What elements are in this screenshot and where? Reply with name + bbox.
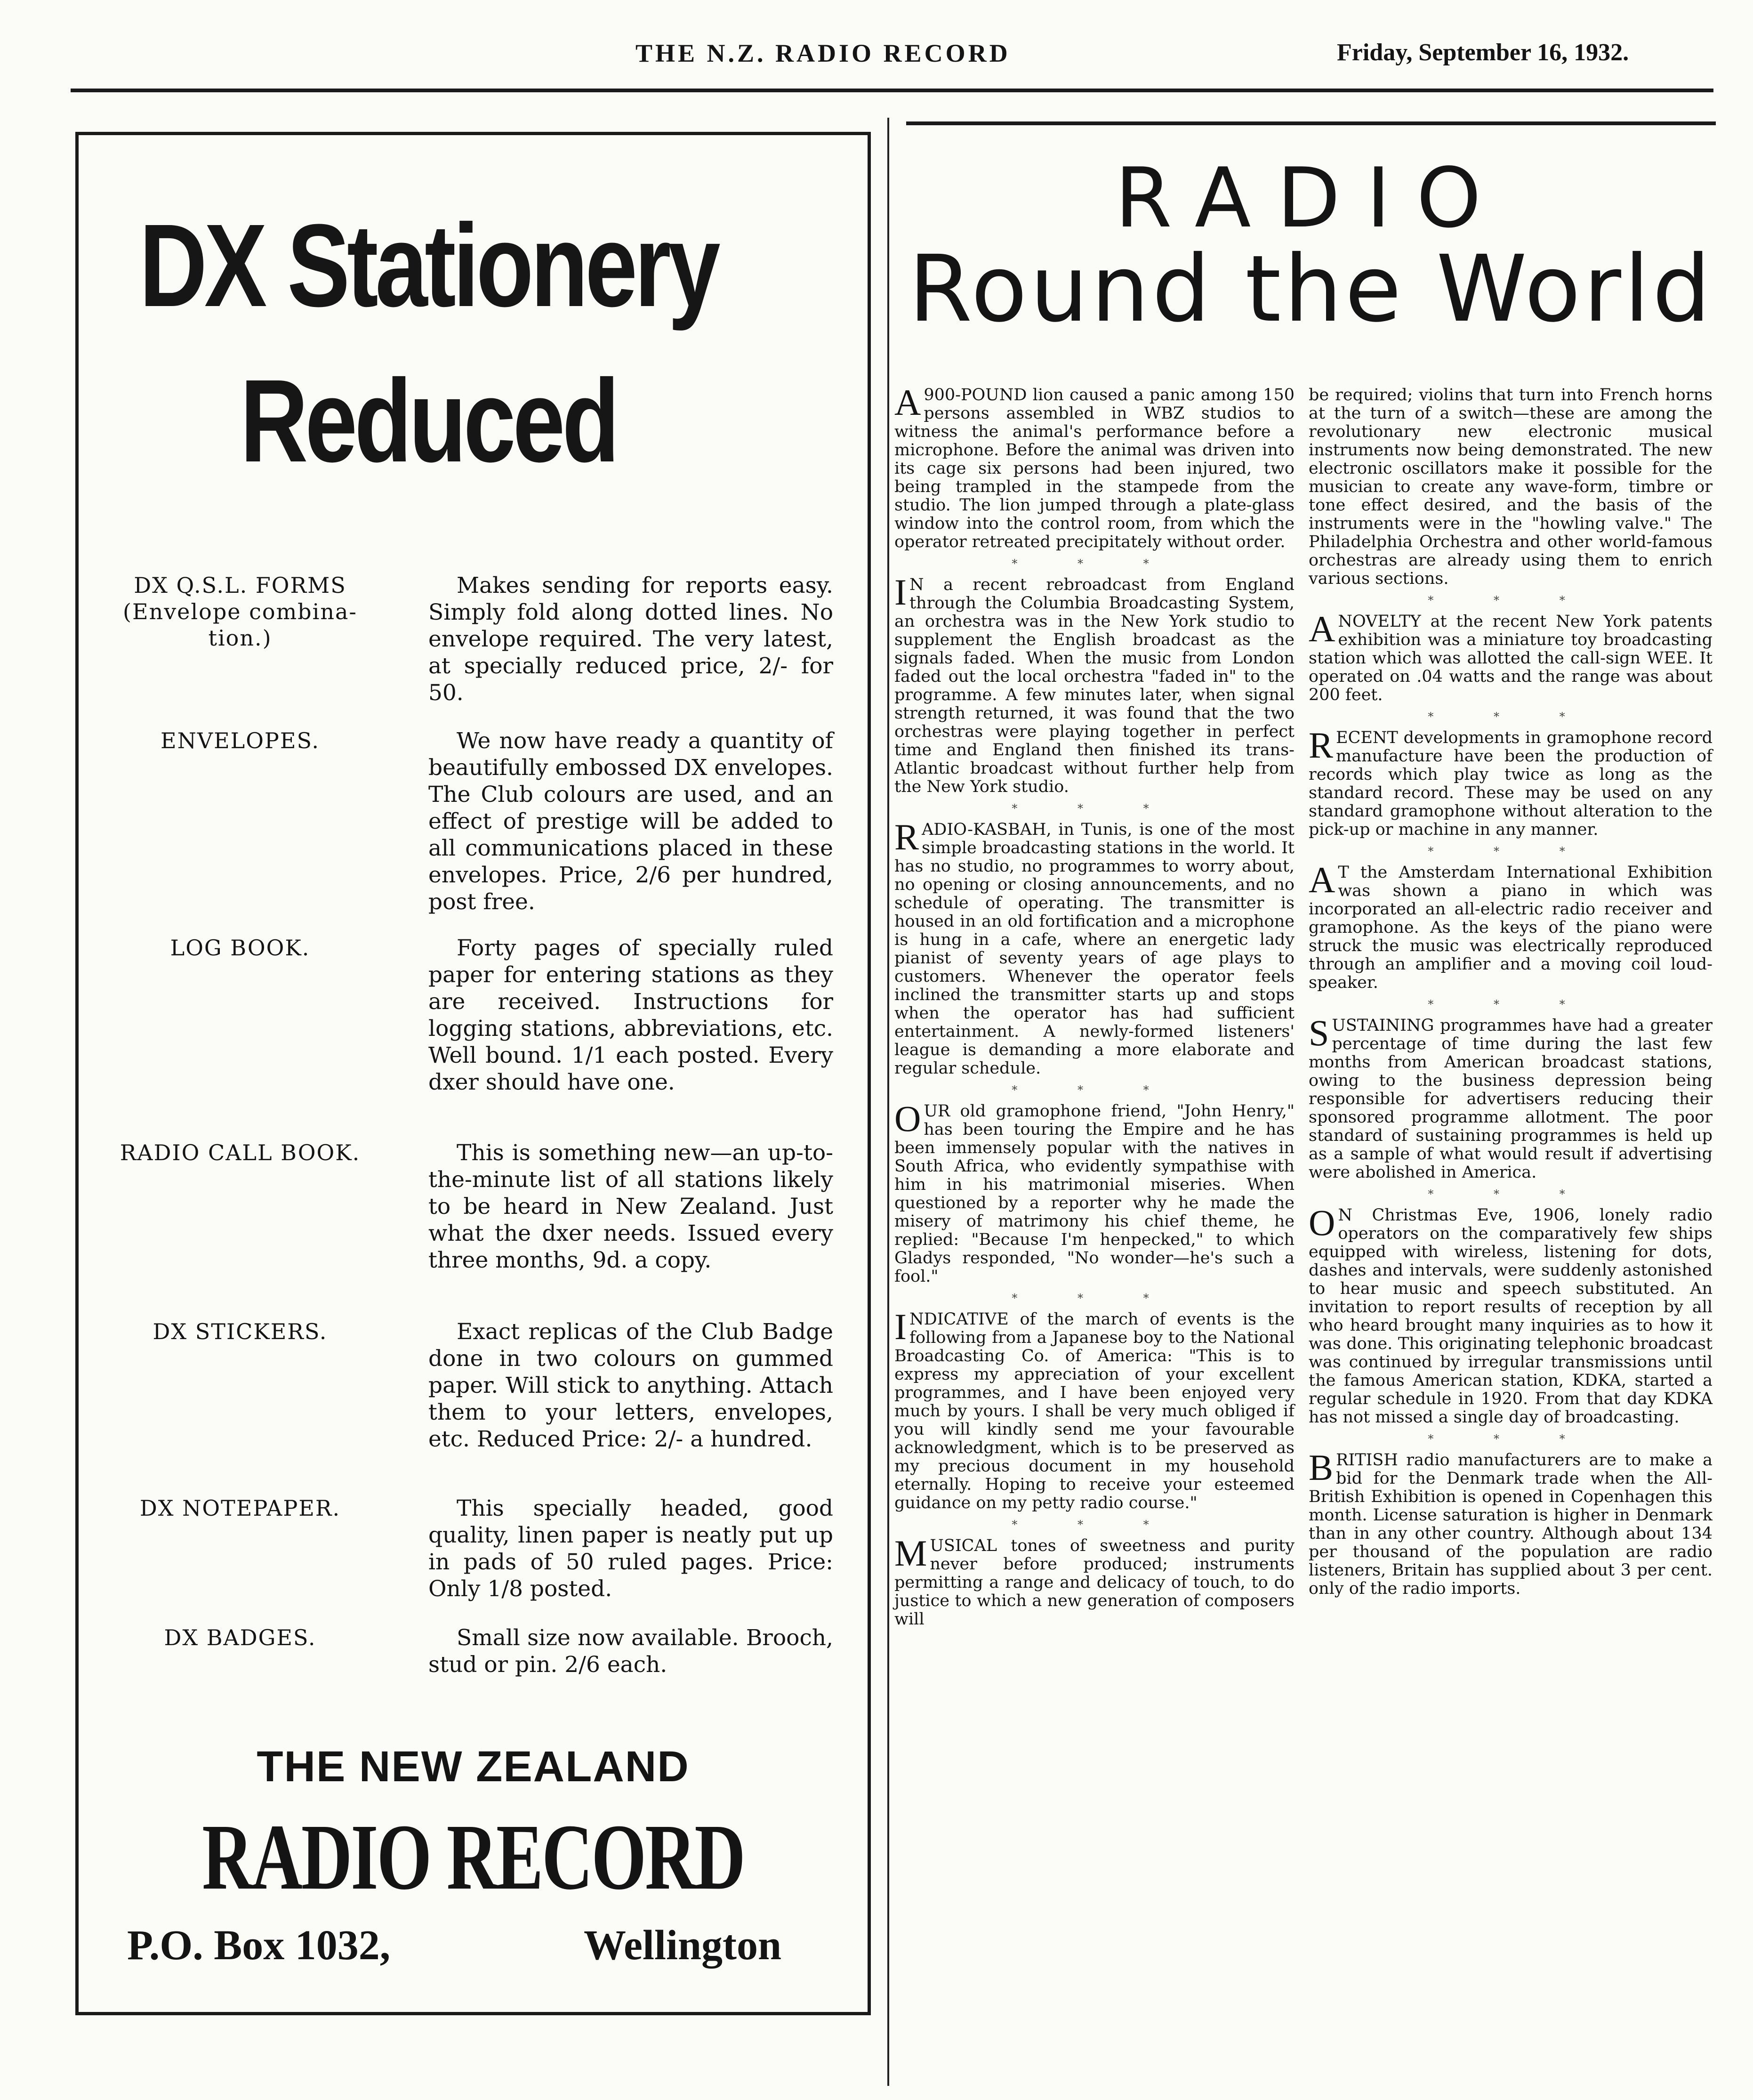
ad-item-label: DX Q.S.L. FORMS (Envelope combina-tion.) <box>123 573 357 651</box>
ad-title-line1: DX Stationery <box>139 200 718 331</box>
publication-header-title: THE N.Z. RADIO RECORD <box>635 39 1011 67</box>
ad-item-text: This is something new—an up-to-the-minute list of all stations likely to be heard in New Zealand. Just what the dxer needs. Issued every three months, 9d. a copy. <box>428 1140 833 1273</box>
section-separator: * * * <box>1012 557 1177 570</box>
paragraph-text: NOVELTY at the recent New York patents exhibition was a miniature toy broadcasting station which was allotted the call-sign WEE. It operated on .04 watts and the range was about 200 feet. <box>1309 612 1713 704</box>
article-right-column <box>1309 386 1713 1598</box>
paragraph-text: N a recent rebroadcast from England through the Columbia Broadcasting System, an orchestra was in the New York studio to supplement the English broadcast as the signals faded. When the music from London faded out the local orchestra "faded in" to the programme. A few minutes later, when signal strength returned, it was found that the two orchestras were playing together in perfect time and England then finished its trans-Atlantic broadcast without further help from the New York studio. <box>894 575 1295 796</box>
article-title-line1: RADIO <box>1115 151 1507 246</box>
paragraph-text: USICAL tones of sweetness and purity never before produced; instruments permitting a range and delicacy of touch, to do justice to which a new generation of composers will <box>894 1536 1295 1629</box>
paragraph-text: be required; violins that turn into French horns at the turn of a switch—these are among the revolutionary new electronic musical instruments now being demonstrated. The new electronic oscillators make it possible for the musician to create any wave-form, timbre or tone effect desired, and the basis of the instruments were in the "howling valve." The Philadelphia Orchestra and other world-famous orchestras are already using them to enrich various sections. <box>1309 386 1713 588</box>
section-separator: * * * <box>1428 1187 1593 1201</box>
article-top-rule <box>906 121 1716 125</box>
drop-cap: S <box>1309 1012 1329 1053</box>
section-separator: * * * <box>1428 998 1593 1011</box>
drop-cap: A <box>1309 859 1335 900</box>
article-paragraph <box>1309 1012 1713 1182</box>
article-paragraph <box>894 572 1295 796</box>
section-separator: * * * <box>1012 1292 1177 1305</box>
drop-cap: I <box>894 572 907 613</box>
ad-title-line2: Reduced <box>240 355 617 486</box>
drop-cap: O <box>894 1098 921 1139</box>
paragraph-text: RITISH radio manufacturers are to make a bid for the Denmark trade when the All-British Exhibition is opened in Copenhagen this month. License saturation is higher in Denmark than in any other country. Although about 134 per thousand of the population are radio listeners, Britain has supplied about 3 per cent. only of the radio imports. <box>1309 1451 1713 1598</box>
section-separator: * * * <box>1428 1432 1593 1446</box>
ad-item-text: This specially headed, good quality, linen paper is neatly put up in pads of 50 ruled pages. Price: Only 1/8 posted. <box>428 1495 833 1602</box>
ad-item-text: Exact replicas of the Club Badge done in two colours on gummed paper. Will stick to anything. Attach them to your letters, envelopes, etc. Reduced Price: 2/- a hundred. <box>428 1319 833 1452</box>
header-rule <box>71 89 1713 92</box>
ad-item-label: ENVELOPES. <box>161 728 320 753</box>
drop-cap: R <box>894 816 919 857</box>
article-paragraph <box>1309 859 1713 992</box>
issue-date: Friday, September 16, 1932. <box>1337 39 1629 66</box>
article-paragraph <box>1309 1447 1713 1598</box>
ad-address: P.O. Box 1032, <box>127 1922 391 1969</box>
section-separator: * * * <box>1428 845 1593 858</box>
paragraph-text: T the Amsterdam International Exhibition was shown a piano in which was incorporated an all-electric radio receiver and gramophone. As the keys of the piano were struck the music was electrically reproduced through an amplifier and a moving coil loud-speaker. <box>1309 863 1713 992</box>
article-paragraph <box>1309 608 1713 704</box>
ad-item-label: DX NOTEPAPER. <box>139 1495 341 1521</box>
article-paragraph <box>894 1098 1295 1286</box>
ad-item-text: Small size now available. Brooch, stud or pin. 2/6 each. <box>428 1625 833 1678</box>
drop-cap: A <box>1309 608 1335 649</box>
article-paragraph <box>1309 725 1713 839</box>
column-divider <box>887 118 889 2086</box>
section-separator: * * * <box>1012 1083 1177 1097</box>
article-paragraph <box>894 382 1295 551</box>
drop-cap: B <box>1309 1447 1334 1488</box>
ad-city: Wellington <box>584 1922 782 1969</box>
article-title-line2: Round the World <box>909 235 1713 342</box>
paragraph-text: UR old gramophone friend, "John Henry," has been touring the Empire and he has been immensely popular with the natives in South Africa, who evidently sympathise with him in his matrimonial miseries. When questioned by a reporter why he made the misery of matrimony his chief theme, he replied: "Because I'm henpecked," to which Gladys responded, "No wonder—he's such a fool." <box>894 1102 1295 1286</box>
ad-item-text: Forty pages of specially ruled paper for entering stations as they are received. Instructions for logging stations, abbreviations, etc. Well bound. 1/1 each posted. Every dxer should have one. <box>428 935 833 1095</box>
article-paragraph <box>894 1306 1295 1512</box>
article-paragraph <box>1309 386 1713 588</box>
ad-publication-name: RADIO RECORD <box>202 1805 744 1909</box>
article-paragraph <box>894 816 1295 1078</box>
drop-cap: M <box>894 1533 927 1574</box>
paragraph-text: N Christmas Eve, 1906, lonely radio operators on the comparatively few ships equipped with wireless, listening for dots, dashes and intervals, were suddenly astonished to hear music and speech substituted. An invitation to report results of reception by all who heard brought many inquiries as to how it was done. This originating telephonic broadcast was continued by irregular transmissions until the famous American station, KDKA, started a regular schedule in 1920. From that day KDKA has not missed a single day of broadcasting. <box>1309 1206 1713 1427</box>
section-separator: * * * <box>1012 1518 1177 1531</box>
section-separator: * * * <box>1428 710 1593 723</box>
paragraph-text: 900-POUND lion caused a panic among 150 persons assembled in WBZ studios to witness the animal's performance before a microphone. Before the animal was driven into its cage six persons had been injured, two being trampled in the stampede from the studio. The lion jumped through a plate-glass window into the control room, from which the operator retreated precipitately without order. <box>894 386 1295 551</box>
article-paragraph <box>1309 1202 1713 1427</box>
ad-item-label: LOG BOOK. <box>170 935 310 961</box>
ad-publisher-line: THE NEW ZEALAND <box>257 1743 690 1791</box>
drop-cap: I <box>894 1306 907 1347</box>
paragraph-text: USTAINING programmes have had a greater percentage of time during the last few months from American broadcast stations, owing to the business depression being responsible for advertisers reducing their sponsored programme allotment. The poor standard of sustaining programmes is held up as a sample of what would result if advertising were abolished in America. <box>1309 1016 1713 1182</box>
ad-item-text: Makes sending for reports easy. Simply fold along dotted lines. No envelope required. The very latest, at specially reduced price, 2/- for 50. <box>428 573 833 706</box>
ad-item-label: DX STICKERS. <box>153 1319 328 1344</box>
paragraph-text: NDICATIVE of the march of events is the following from a Japanese boy to the National Broadcasting Co. of America: "This is to express my appreciation of your excellent programmes, and I have been enjoyed very much by yours. I shall be very much obliged if you will kindly send me your favourable acknowledgment, which is to be preserved as my precious document in my household eternally. Hoping to receive your esteemed guidance on my petty radio course." <box>894 1310 1295 1512</box>
ad-item-text: We now have ready a quantity of beautifully embossed DX envelopes. The Club colours are used, and an effect of prestige will be added to all communications placed in these envelopes. Price, 2/6 per hundred, post free. <box>428 728 833 915</box>
ad-item-label: DX BADGES. <box>164 1625 316 1650</box>
section-separator: * * * <box>1428 594 1593 607</box>
ad-item-label: RADIO CALL BOOK. <box>120 1140 361 1165</box>
drop-cap: O <box>1309 1202 1335 1243</box>
paragraph-text: ADIO-KASBAH, in Tunis, is one of the most simple broadcasting stations in the world. It has no studio, no programmes to worry about, no opening or closing announcements, and no schedule of operating. The transmitter is housed in an old fortification and a microphone is hung in a cafe, where an energetic lady pianist of seventy years of age plays to customers. Whenever the operator feels inclined the transmitter starts up and stops when the operator has had sufficient entertainment. A newly-formed listeners' league is demanding a more elaborate and regular schedule. <box>894 820 1295 1078</box>
article-left-column <box>894 382 1295 1629</box>
section-separator: * * * <box>1012 802 1177 815</box>
drop-cap: A <box>894 382 921 423</box>
article-paragraph <box>894 1533 1295 1629</box>
paragraph-text: ECENT developments in gramophone record manufacture have been the production of records which play twice as long as the standard record. These may be used on any standard gramophone without alteration to the pick-up or machine in any manner. <box>1309 728 1713 839</box>
drop-cap: R <box>1309 725 1334 766</box>
